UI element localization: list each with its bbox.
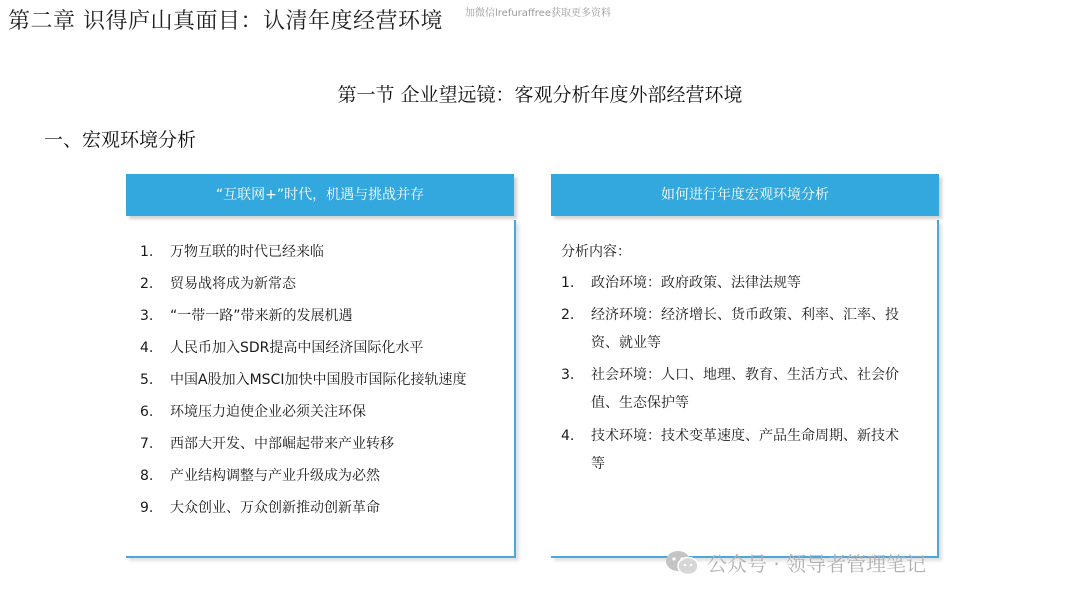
list-item [561, 422, 901, 478]
item-number: 9. [140, 500, 154, 516]
item-number: 2. [561, 307, 575, 323]
item-number: 7. [140, 436, 154, 452]
right-panel-header: 如何进行年度宏观环境分析 [551, 174, 939, 216]
item-number: 4. [561, 428, 575, 444]
item-text: 环境压力迫使企业必须关注环保 [170, 404, 366, 420]
item-number: 4. [140, 340, 154, 356]
item-text: 人民币加入SDR提高中国经济国际化水平 [170, 340, 424, 356]
item-text: 社会环境：人口、地理、教育、生活方式、社会价值、生态保护等 [591, 367, 899, 411]
list-item [140, 433, 394, 453]
section-title: 第一节 企业望远镜：客观分析年度外部经营环境 [337, 84, 743, 106]
item-number: 6. [140, 404, 154, 420]
item-number: 8. [140, 468, 154, 484]
item-number: 5. [140, 372, 154, 388]
list-item [140, 305, 353, 325]
list-item [140, 497, 380, 517]
item-text: 技术环境：技术变革速度、产品生命周期、新技术等 [591, 428, 899, 472]
list-item [140, 369, 466, 389]
list-item [561, 301, 901, 357]
item-text: 产业结构调整与产业升级成为必然 [170, 468, 380, 484]
analysis-label: 分析内容： [561, 244, 631, 260]
item-text: 万物互联的时代已经来临 [170, 244, 324, 260]
item-number: 1. [140, 244, 154, 260]
list-item [140, 337, 423, 357]
list-item [561, 269, 901, 297]
bottom-watermark-text: 公众号 · 领导者管理笔记 [707, 552, 927, 576]
list-item [140, 241, 324, 261]
subsection-title: 一、宏观环境分析 [44, 129, 197, 151]
item-text: 中国A股加入MSCI加快中国股市国际化接轨速度 [170, 372, 467, 388]
chapter-title: 第二章 识得庐山真面目：认清年度经营环境 [8, 9, 443, 34]
item-number: 2. [140, 276, 154, 292]
item-text: 贸易战将成为新常态 [170, 276, 296, 292]
list-item [140, 273, 296, 293]
item-text: 大众创业、万众创新推动创新革命 [170, 500, 380, 516]
list-item [140, 465, 380, 485]
item-text: 西部大开发、中部崛起带来产业转移 [170, 436, 394, 452]
top-watermark: 加微信lrefuraffree获取更多资料 [465, 8, 612, 19]
item-text: 经济环境：经济增长、货币政策、利率、汇率、投资、就业等 [591, 307, 899, 351]
item-number: 3. [561, 367, 575, 383]
item-number: 1. [561, 275, 575, 291]
item-text: 政治环境：政府政策、法律法规等 [591, 275, 801, 291]
item-text: “一带一路”带来新的发展机遇 [170, 308, 353, 324]
item-number: 3. [140, 308, 154, 324]
list-item [140, 401, 366, 421]
bottom-watermark [665, 548, 926, 577]
list-item [561, 361, 901, 417]
wechat-icon [665, 549, 699, 577]
left-panel-header: “互联网+”时代，机遇与挑战并存 [126, 174, 514, 216]
